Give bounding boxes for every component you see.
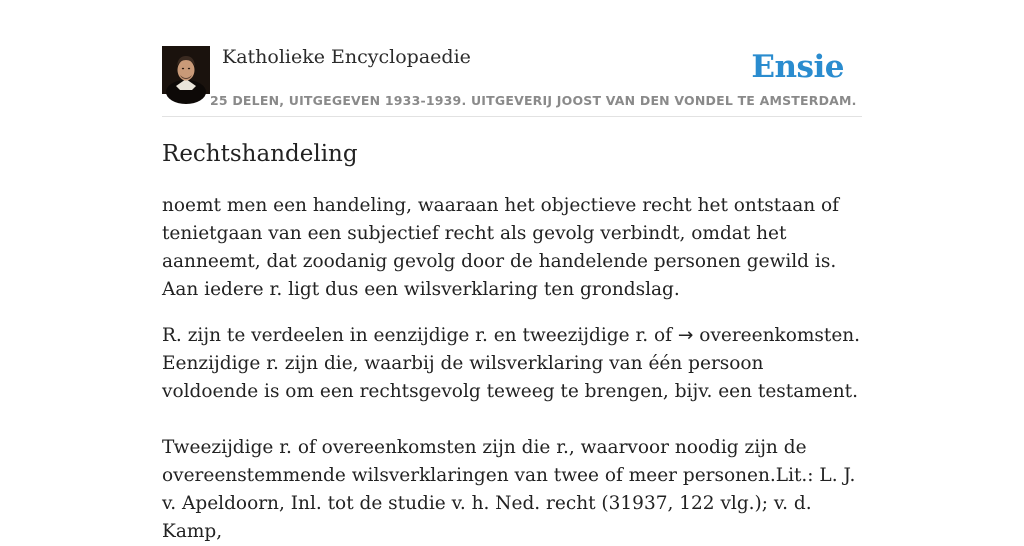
brand-logo-link[interactable]: Ensie (751, 49, 844, 85)
source-meta: 25 DELEN, UITGEGEVEN 1933-1939. UITGEVERIJ JOOST VAN DEN VONDEL TE AMSTERDAM. (210, 93, 857, 108)
article-paragraph: Tweezijdige r. of overeenkomsten zijn die r., waarvoor noodig zijn de overeenstemmende wilsverklaringen van twee of meer personen.Lit.: L. J. v. Apeldoorn, Inl. tot de studie v. h. Ned. recht (31937, 122 vlg.); v. d. Kamp, (162, 437, 856, 542)
arrow-right-icon: → (677, 325, 694, 346)
article-title: Rechtshandeling (162, 141, 358, 167)
paragraph-text: R. zijn te verdeelen in eenzijdige r. en tweezijdige r. of (162, 325, 678, 346)
paragraph-text: overeenkomsten. Eenzijdige r. zijn die, waarbij de wilsverklaring van één persoon voldoende is om een rechtsgevolg teweeg te brengen, bijv. een testament. (162, 325, 861, 402)
source-header (162, 46, 862, 117)
article-paragraph: noemt men een handeling, waaraan het objectieve recht het ontstaan of tenietgaan van een subjectief recht als gevolg verbindt, omdat het aanneemt, dat zoodanig gevolg door de handelende personen gewild is. Aan iedere r. ligt dus een wilsverklaring ten grondslag. (162, 195, 840, 300)
source-title[interactable]: Katholieke Encyclopaedie (222, 46, 471, 68)
article (162, 138, 862, 546)
portrait-avatar-icon[interactable] (162, 46, 210, 94)
article-paragraph (162, 322, 862, 406)
